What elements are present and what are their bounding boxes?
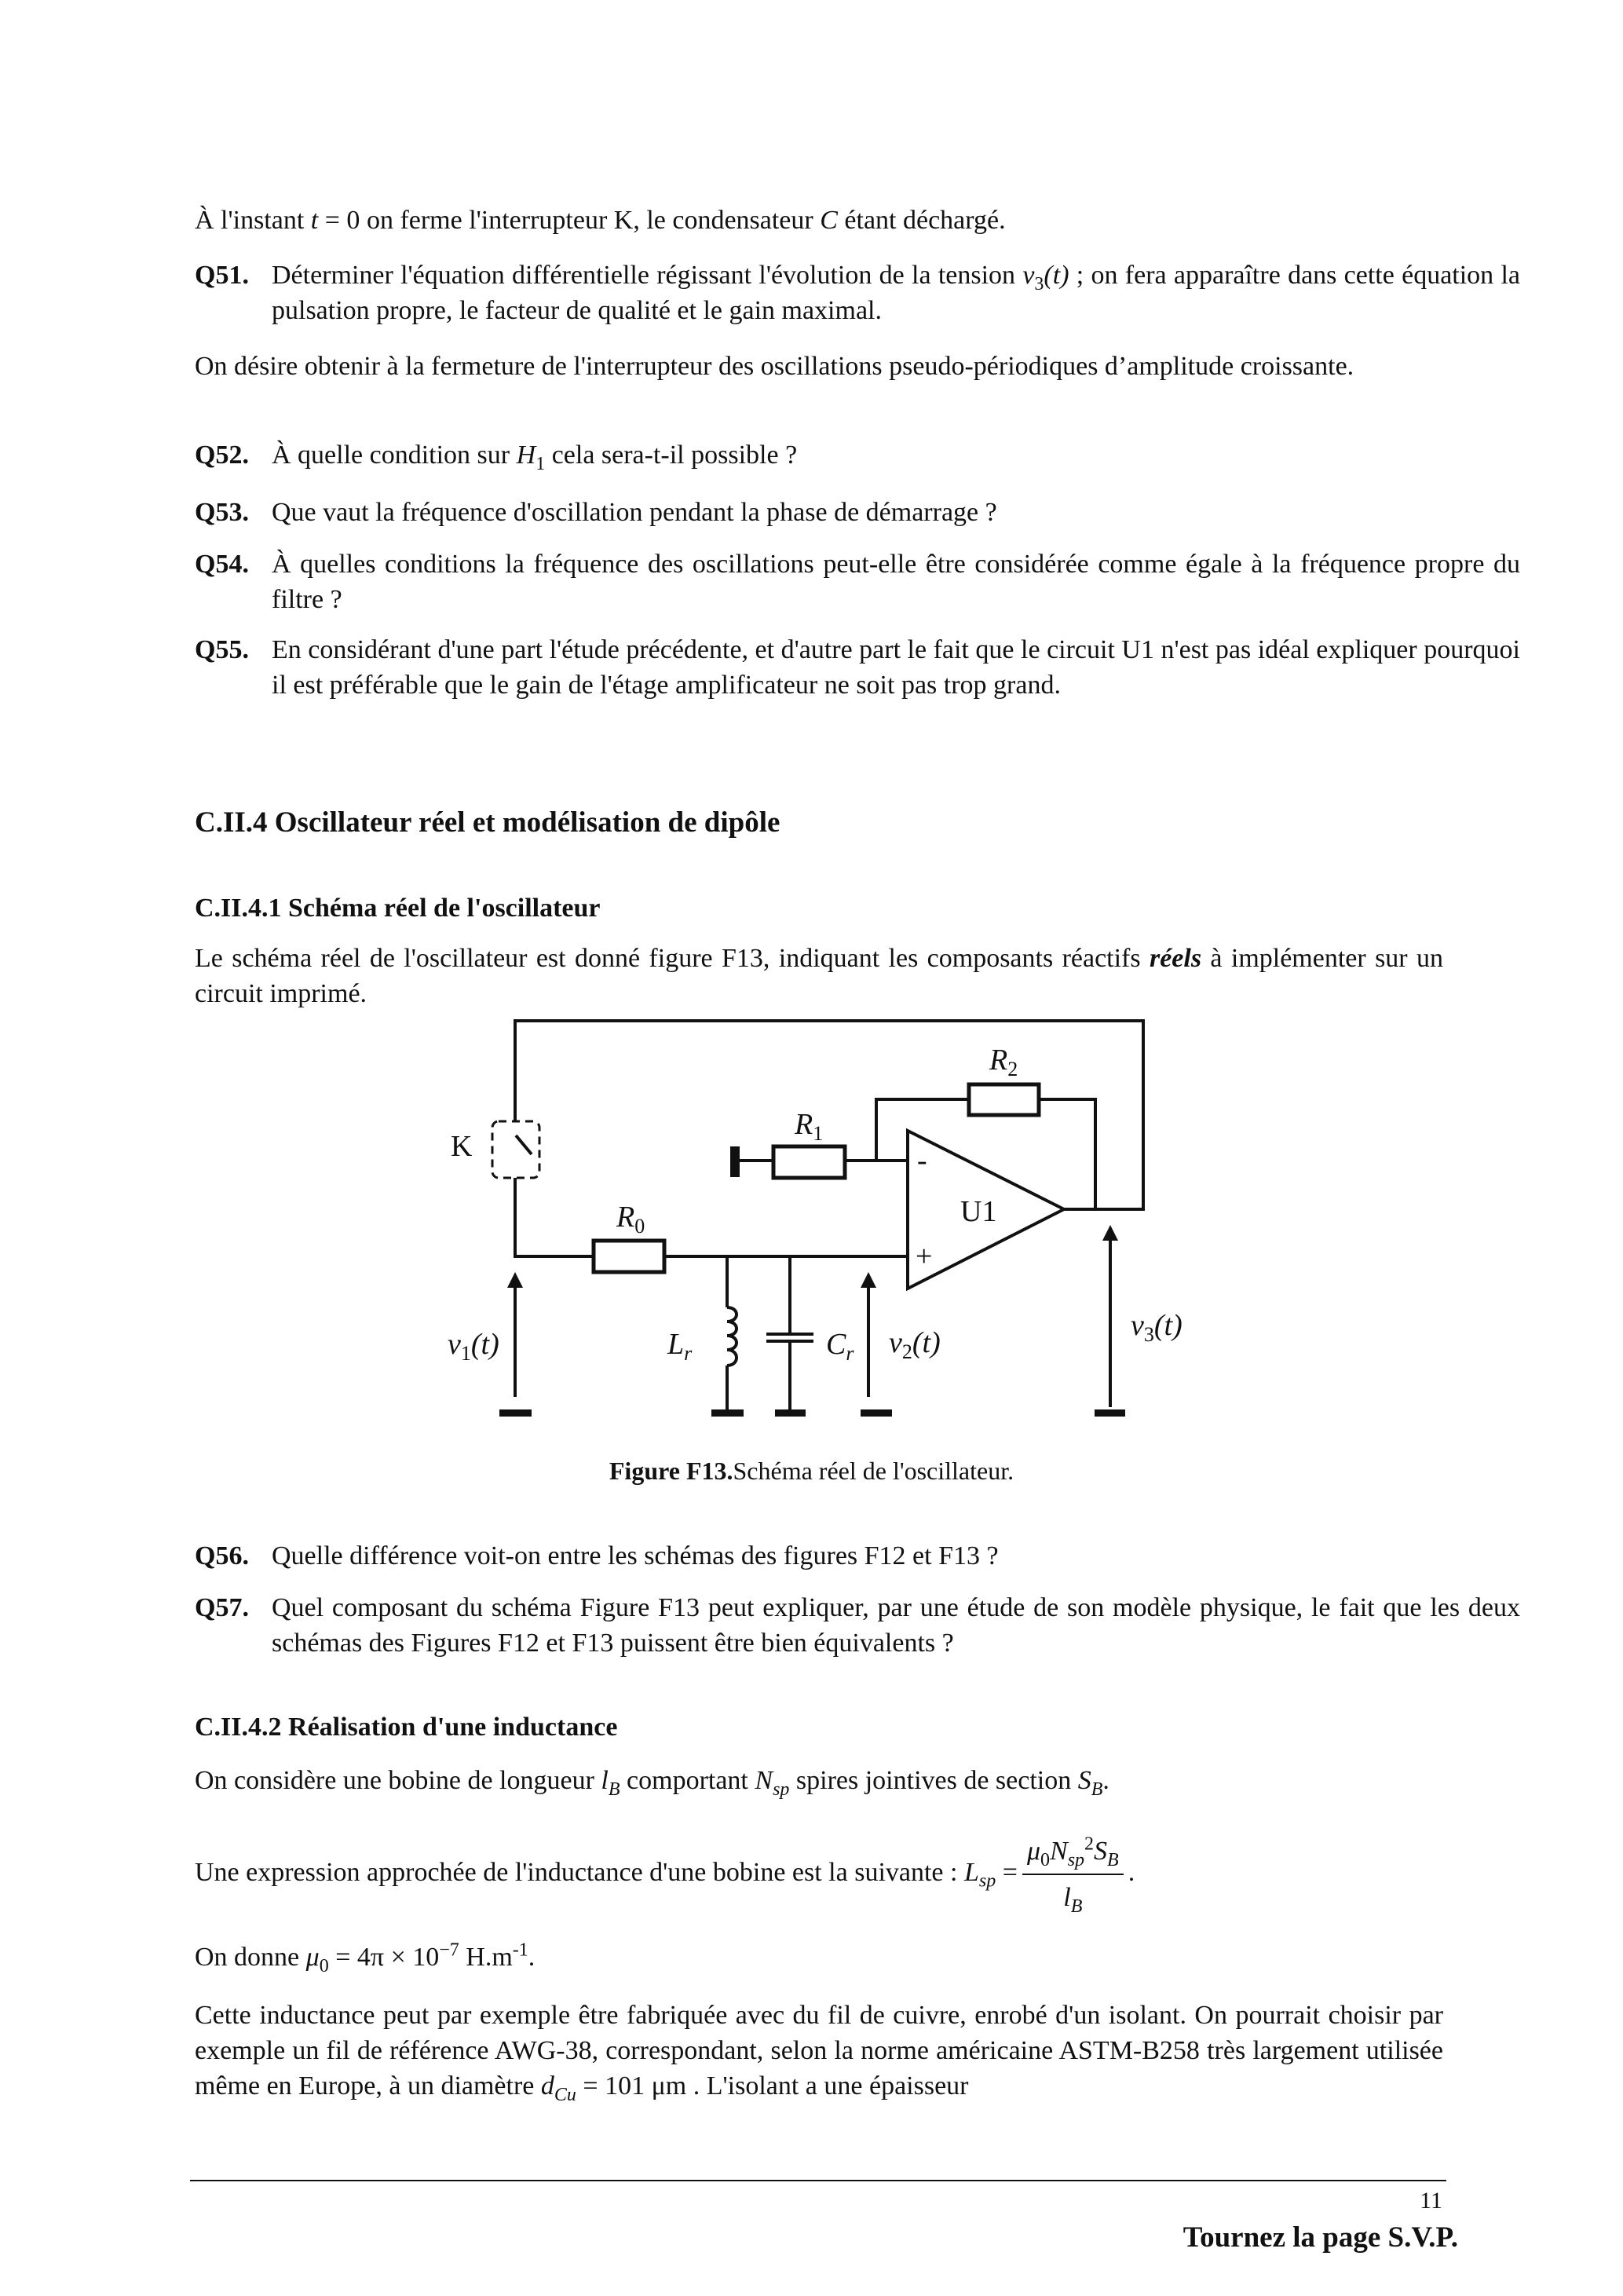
- arrow-v3: [1102, 1225, 1118, 1241]
- label-r2: $R_2$: [989, 1044, 1018, 1080]
- paragraph-oscillations: On désire obtenir à la fermeture de l'interrupteur des oscillations pseudo-périodiques d’amplitude croissante.: [195, 352, 1354, 381]
- inductance-formula: Une expression approchée de l'inductance d'une bobine est la suivante : $L_{sp}$ = $\frac{\mu_0N_{sp}^2S_B}{l_B}$ .: [195, 1834, 1135, 1917]
- label-plus: +: [916, 1240, 933, 1273]
- top-wire: [515, 1021, 1143, 1209]
- coil-description: On considère une bobine de longueur $l_B$ comportant $N_{sp}$ spires jointives de section $S_B$.: [195, 1766, 1109, 1800]
- question-55: Q55. En considérant d'une part l'étude précédente, et d'autre part le fait que le circuit U1 n'est pas idéal expliquer pourquoi il est préférable que le gain de l'étage amplificateur ne soit pas trop grand.: [195, 635, 1520, 700]
- ground-bar: [499, 1409, 532, 1417]
- mu0-value: On donne $\mu_0 = 4\pi \times 10^{-7}$ $H.m^{-1}$.: [195, 1940, 536, 1976]
- label-lr: $L_r$: [667, 1328, 693, 1365]
- resistor-r2: [969, 1084, 1039, 1115]
- figure-caption: Figure F13.Schéma réel de l'oscillateur.: [609, 1457, 1014, 1485]
- label-v3: $v_3(t)$: [1131, 1309, 1183, 1346]
- turn-page-note: Tournez la page S.V.P.: [1183, 2221, 1458, 2254]
- question-52: Q52. À quelle condition sur $H_1$ cela sera-t-il possible ?: [195, 441, 798, 474]
- label-u1: U1: [960, 1195, 997, 1228]
- question-57: Q57. Quel composant du schéma Figure F13 peut expliquer, par une étude de son modèle physique, le fait que les deux schémas des Figures F12 et F13 puissent être bien équivalents ?: [195, 1593, 1520, 1658]
- wire-paragraph: Cette inductance peut par exemple être fabriquée avec du fil de cuivre, enrobé d'un isolant. On pourrait choisir par exemple un fil de référence AWG-38, correspondant, selon la norme américaine ASTM-B258 très largement utilisée même en Europe, à un diamètre $d_{Cu} = 101$ μm . L'isolant a une épaisseur: [195, 2001, 1443, 2105]
- resistor-r1: [773, 1146, 845, 1178]
- arrow-v2: [861, 1272, 876, 1288]
- question-51: Q51. Déterminer l'équation différentielle régissant l'évolution de la tension $v_3(t)$ ; on fera apparaître dans cette équation la pulsation propre, le facteur de qualité et le gain maximal.: [195, 261, 1520, 325]
- intro-text: À l'instant t = 0 on ferme l'interrupteur K, le condensateur C étant déchargé.: [195, 206, 1006, 235]
- ground-bar: [775, 1409, 806, 1417]
- arrow-v1: [507, 1272, 523, 1288]
- question-53: Q53. Que vaut la fréquence d'oscillation pendant la phase de démarrage ?: [195, 498, 997, 527]
- label-v1: $v_1(t)$: [448, 1328, 499, 1365]
- fraction: $\frac{\mu_0N_{sp}^2S_B}{l_B}$: [1022, 1834, 1124, 1915]
- subsection-heading-2: C.II.4.2 Réalisation d'une inductance: [195, 1713, 618, 1742]
- oscillator-circuit-diagram: [440, 1013, 1225, 1453]
- ground-bar: [1095, 1409, 1125, 1417]
- label-k: K: [451, 1130, 473, 1163]
- question-56: Q56. Quelle différence voit-on entre les schémas des figures F12 et F13 ?: [195, 1541, 999, 1570]
- question-54: Q54. À quelles conditions la fréquence des oscillations peut-elle être considérée comme égale à la fréquence propre du filtre ?: [195, 550, 1520, 614]
- switch-k: [492, 1121, 539, 1178]
- schema-intro: Le schéma réel de l'oscillateur est donné figure F13, indiquant les composants réactifs réels à implémenter sur un circuit imprimé.: [195, 944, 1443, 1008]
- ground-bar: [861, 1409, 892, 1417]
- label-r1: $R_1$: [795, 1108, 824, 1145]
- input-wire: [515, 1178, 594, 1256]
- label-r0: $R_0$: [616, 1201, 645, 1238]
- subsection-heading-1: C.II.4.1 Schéma réel de l'oscillateur: [195, 894, 601, 923]
- footer-divider: [190, 2180, 1446, 2181]
- ground-bar: [711, 1409, 744, 1417]
- section-heading: C.II.4 Oscillateur réel et modélisation de dipôle: [195, 806, 780, 839]
- label-cr: $C_r$: [826, 1328, 854, 1365]
- label-v2: $v_2(t)$: [889, 1326, 941, 1363]
- resistor-r0: [594, 1241, 664, 1272]
- page-number: 11: [1420, 2188, 1442, 2214]
- label-minus: -: [917, 1144, 927, 1177]
- switch-blade: [516, 1135, 532, 1154]
